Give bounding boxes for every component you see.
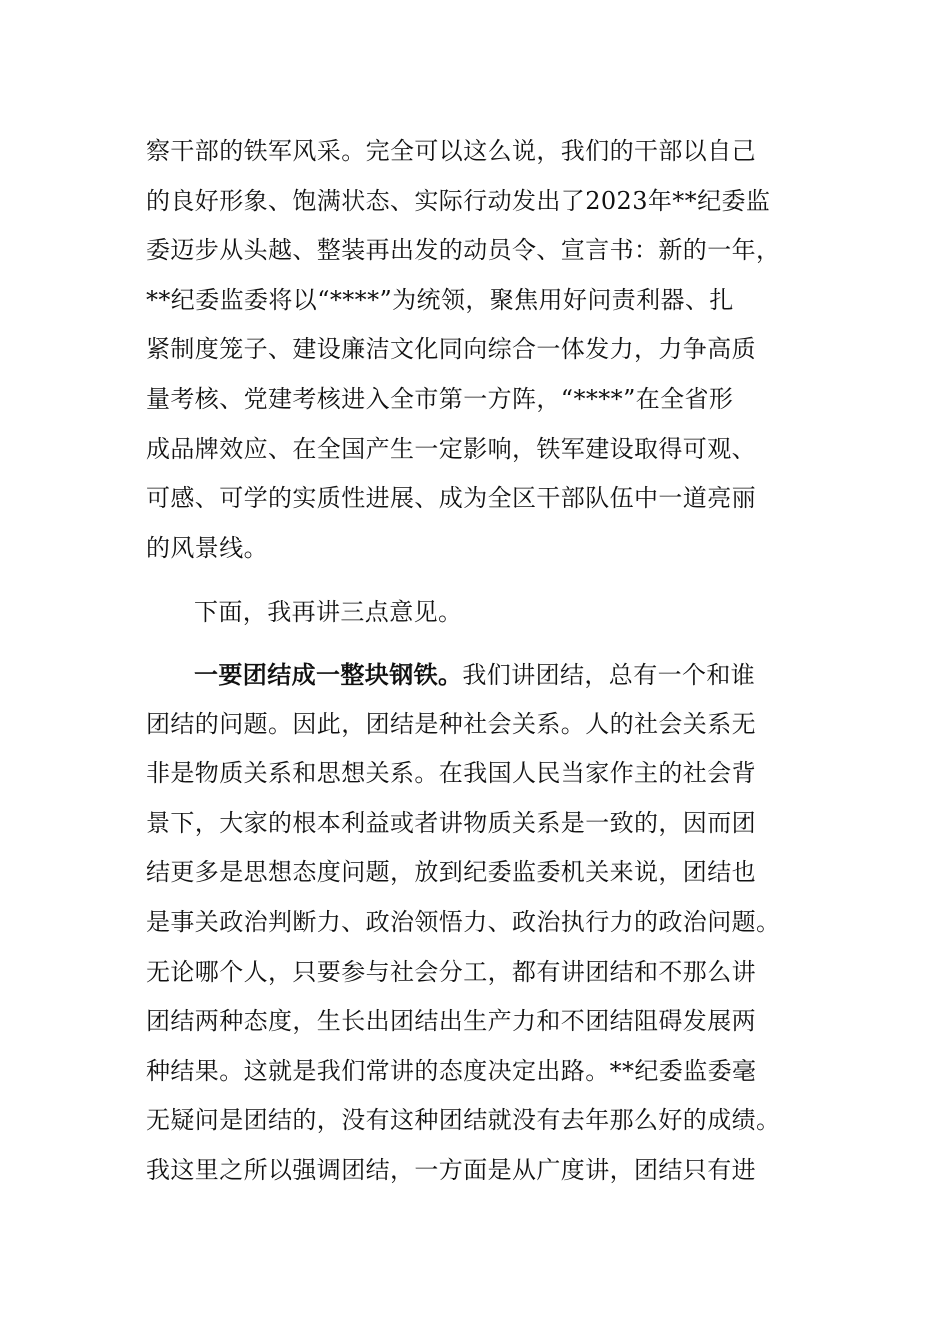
text-line: **纪委监委将以“****”为统领，聚焦用好问责利器、扎	[146, 285, 734, 314]
text-line: 可感、可学的实质性进展、成为全区干部队伍中一道亮丽	[146, 484, 756, 513]
paragraph-continuation	[146, 127, 808, 573]
paragraph-point-one	[146, 650, 808, 1196]
text-run: 我们讲团结，总有一个和谁	[462, 661, 756, 689]
text-line: 团结的问题。因此，团结是种社会关系。人的社会关系无	[146, 709, 756, 738]
text-line: 下面，我再讲三点意见。	[194, 598, 463, 626]
text-line: 非是物质关系和思想关系。在我国人民当家作主的社会背	[146, 759, 756, 788]
text-line: 我这里之所以强调团结，一方面是从广度讲，团结只有进	[146, 1155, 756, 1184]
paragraph-intro	[146, 588, 808, 638]
text-line: 景下，大家的根本利益或者讲物质关系是一致的，因而团	[146, 808, 756, 837]
text-line: 种结果。这就是我们常讲的态度决定出路。**纪委监委毫	[146, 1056, 757, 1085]
text-line-first	[146, 650, 808, 700]
text-line: 是事关政治判断力、政治领悟力、政治执行力的政治问题。	[146, 907, 781, 936]
text-line: 察干部的铁军风采。完全可以这么说，我们的干部以自己	[146, 137, 756, 165]
text-line: 成品牌效应、在全国产生一定影响，铁军建设取得可观、	[146, 434, 756, 463]
text-line: 量考核、党建考核进入全市第一方阵，“****”在全省形	[146, 384, 734, 413]
text-line: 的风景线。	[146, 533, 268, 562]
text-line: 无论哪个人，只要参与社会分工，都有讲团结和不那么讲	[146, 957, 756, 986]
text-line: 无疑问是团结的，没有这种团结就没有去年那么好的成绩。	[146, 1106, 781, 1135]
text-line: 紧制度笼子、建设廉洁文化同向综合一体发力，力争高质	[146, 335, 756, 364]
text-line: 结更多是思想态度问题，放到纪委监委机关来说，团结也	[146, 858, 756, 887]
text-line: 团结两种态度，生长出团结出生产力和不团结阻碍发展两	[146, 1007, 756, 1036]
text-line: 的良好形象、饱满状态、实际行动发出了2023年**纪委监	[146, 186, 771, 215]
section-heading: 一要团结成一整块钢铁。	[194, 660, 463, 689]
text-line: 委迈步从头越、整装再出发的动员令、宣言书：新的一年，	[146, 236, 781, 265]
